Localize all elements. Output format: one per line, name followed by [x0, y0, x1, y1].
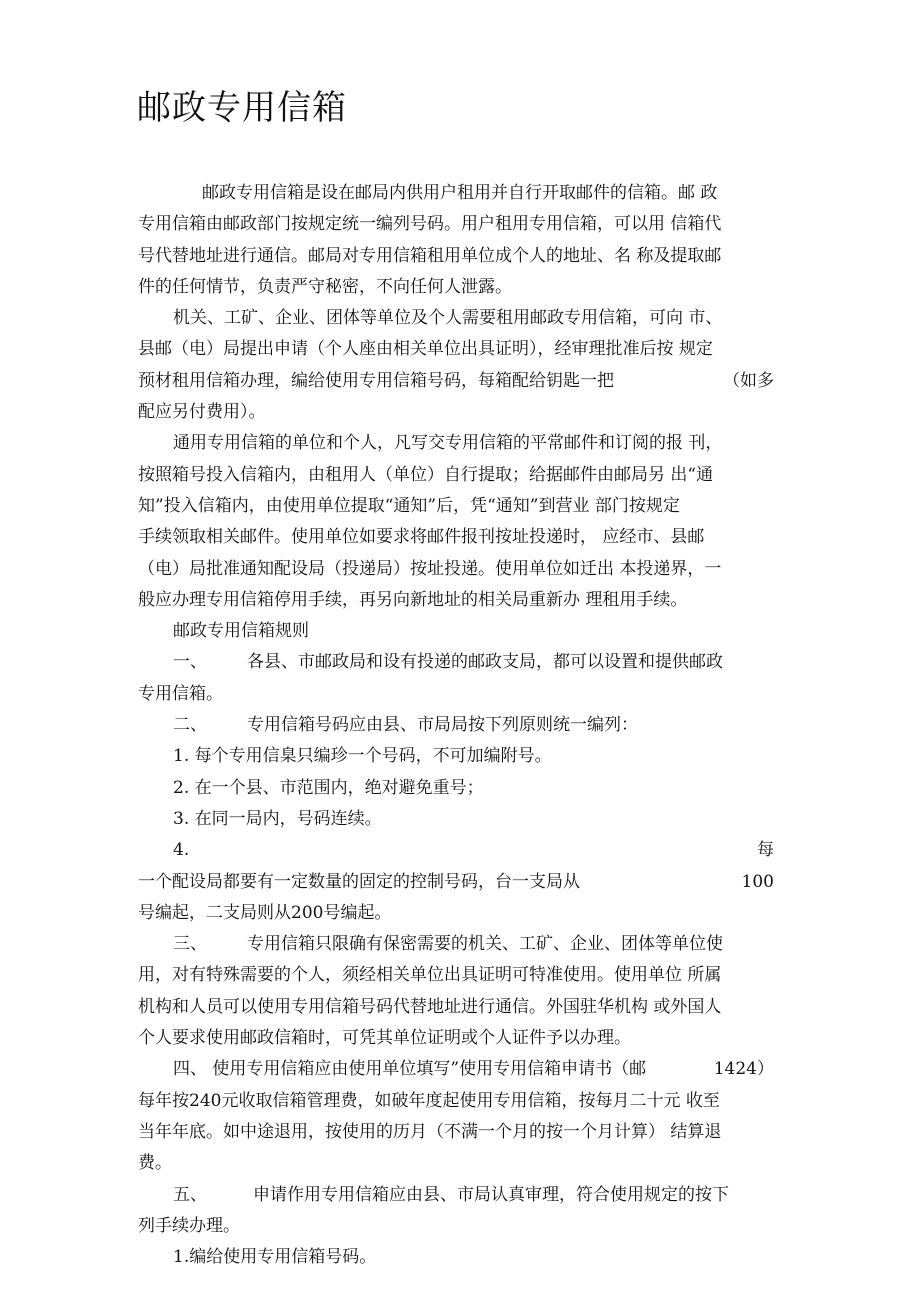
- page-title: 邮政专用信箱: [137, 88, 347, 128]
- paragraph-line: 通用专用信箱的单位和个人，凡写交专用信箱的平常邮件和订阅的报 刊，: [173, 433, 723, 454]
- paragraph-line: 知”投入信箱内，由使用单位提取“通知”后，凭“通知”到营业 部门按规定: [138, 495, 680, 516]
- paragraph-line: 般应办理专用信箱停用手续，再另向新地址的相关局重新办 理租用手续。: [138, 589, 688, 610]
- rule-text: 1424）: [713, 1059, 774, 1080]
- rule-line: [138, 929, 774, 960]
- rule-line: [138, 710, 774, 741]
- rule-text: 四、 使用专用信箱应由使用单位填写”使用专用信箱申请书（邮: [173, 1059, 647, 1080]
- list-item-number: 4.: [173, 840, 190, 861]
- paragraph-line: 县邮（电）局提出申请（个人座由相关单位出具证明），经审理批准后按 规定: [138, 339, 713, 360]
- list-item: 2. 在一个县、市范围内，绝对避免重号；: [173, 777, 484, 798]
- list-item: 1. 每个专用信臬只编珍一个号码，不可加编附号。: [173, 746, 552, 767]
- paragraph-line: 号代替地址进行通信。邮局对专用信箱租用单位成个人的地址、名 称及提取邮: [138, 245, 722, 266]
- paragraph-line: 手续领取相关邮件。使用单位如要求将邮件报刊按址投递时， 应经市、县邮: [138, 527, 705, 548]
- list-item-text: 每: [757, 840, 774, 861]
- paragraph-line: （电）局批准通知配设局（投递局）按址投递。使用单位如迁出 本投递界，一: [138, 558, 722, 579]
- paragraph-line: 邮政专用信箱是设在邮局内供用户租用并自行开取邮件的信箱。邮 政: [202, 183, 718, 203]
- list-item-text: 一个配设局都要有一定数量的固定的控制号码，台一支局从: [138, 871, 580, 892]
- paragraph-line: 件的任何情节，负责严守秘密，不向任何人泄露。: [138, 276, 512, 297]
- paragraph-line: 专用信箱由邮政部门按规定统一编列号码。用户租用专用信箱，可以用 信箱代: [138, 214, 722, 235]
- rule-line: [138, 647, 774, 678]
- rule-line: 当年年底。如中途退用，按使用的历月（不满一个月的按一个月计算） 结算退: [138, 1121, 722, 1142]
- rule-text: 申请作用专用信箱应由县、市局认真审理，符合使用规定的按下: [253, 1184, 729, 1205]
- rule-line: 用，对有特殊需要的个人，须经相关单位出具证明可特准使用。使用单位 所属: [138, 965, 722, 986]
- document-body: [138, 178, 774, 1273]
- rule-number: 一、: [173, 652, 207, 673]
- rule-line: 机构和人员可以使用专用信箱号码代替地址进行通信。外国驻华机构 或外国人: [138, 996, 722, 1017]
- paragraph-line: 机关、工矿、企业、团体等单位及个人需要租用邮政专用信箱，可向 市、: [173, 308, 723, 329]
- paragraph-line: 配应另付费用）。: [138, 402, 266, 423]
- rule-line: 专用信箱。: [138, 683, 223, 704]
- list-item-text: 100: [741, 871, 774, 892]
- paragraph-text: （如多: [723, 370, 774, 391]
- rule-line: 费。: [138, 1153, 172, 1174]
- list-item: 1.编给使用专用信箱号码。: [173, 1247, 377, 1268]
- rule-text: 专用信箱只限确有保密需要的机关、工矿、企业、团体等单位使: [247, 934, 723, 955]
- rule-number: 三、: [173, 934, 207, 955]
- list-item: 3. 在同一局内，号码连续。: [173, 808, 382, 829]
- rule-number: 二、: [173, 715, 207, 736]
- rule-line: 个人要求使用邮政信箱时，可凭其单位证明或个人证件予以办理。: [138, 1028, 631, 1049]
- paragraph-text: 预材租用信箱办理，编给使用专用信箱号码，每箱配给钥匙一把: [138, 370, 614, 391]
- rule-number: 五、: [173, 1184, 207, 1205]
- list-item: [138, 835, 774, 866]
- list-item-line: [138, 867, 774, 898]
- paragraph-line: [138, 366, 774, 397]
- rule-text: 各县、市邮政局和设有投递的邮政支局，都可以设置和提供邮政: [247, 652, 723, 673]
- rule-line: 列手续办理。: [138, 1215, 240, 1236]
- rule-line: [138, 1054, 774, 1085]
- rule-text: 专用信箱号码应由县、市局局按下列原则统一编列：: [247, 715, 638, 736]
- rule-line: 每年按240元收取信箱管理费，如破年度起使用专用信箱，按每月二十元 收至: [138, 1090, 720, 1111]
- rule-line: [138, 1180, 774, 1211]
- list-item-line: 号编起，二支局则从200号编起。: [138, 902, 392, 923]
- rules-heading: 邮政专用信箱规则: [173, 621, 309, 642]
- paragraph-line: 按照箱号投入信箱内，由租用人（单位）自行提取；给据邮件由邮局另 出“通: [138, 464, 714, 485]
